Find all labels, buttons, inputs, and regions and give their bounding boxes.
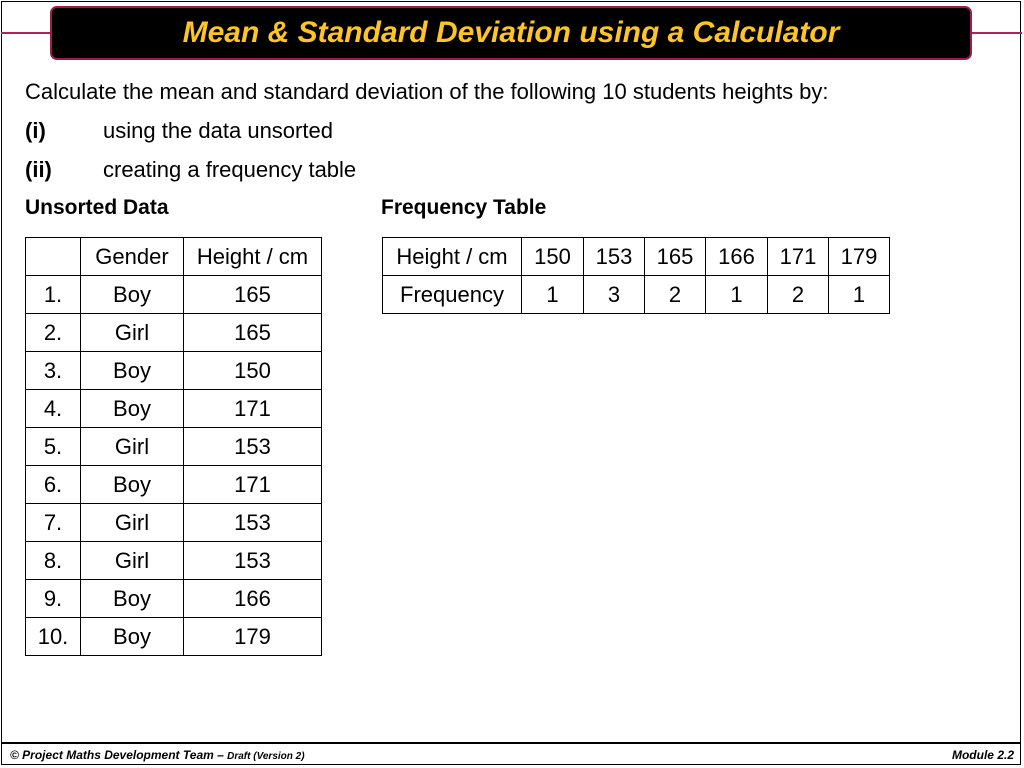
table-cell: 166 xyxy=(184,580,322,618)
frequency-table xyxy=(382,237,890,314)
title-accent-line-right xyxy=(972,32,1022,34)
table-cell: Boy xyxy=(81,276,184,314)
table-cell: 7. xyxy=(26,504,81,542)
table-cell: 4. xyxy=(26,390,81,428)
table-row xyxy=(26,580,322,618)
table-cell: 9. xyxy=(26,580,81,618)
table-cell: 179 xyxy=(184,618,322,656)
table-cell: 3. xyxy=(26,352,81,390)
frequency-table-label: Frequency Table xyxy=(381,196,547,219)
table-row xyxy=(26,352,322,390)
table-cell: 166 xyxy=(706,238,768,276)
table-cell: 2. xyxy=(26,314,81,352)
item-i xyxy=(25,118,333,144)
table-cell: Boy xyxy=(81,618,184,656)
table-cell: 153 xyxy=(584,238,645,276)
table-row xyxy=(26,314,322,352)
table-cell: Height / cm xyxy=(184,238,322,276)
footer-rule xyxy=(1,742,1021,744)
table-cell: 8. xyxy=(26,542,81,580)
table-cell: 165 xyxy=(645,238,706,276)
table-cell: 150 xyxy=(184,352,322,390)
page-title: Mean & Standard Deviation using a Calculator xyxy=(182,16,840,49)
table-cell: 1 xyxy=(522,276,584,314)
table-cell: 6. xyxy=(26,466,81,504)
item-text: using the data unsorted xyxy=(103,118,333,143)
table-cell: 1 xyxy=(706,276,768,314)
table-cell: Girl xyxy=(81,314,184,352)
table-row xyxy=(383,276,890,314)
table-row xyxy=(26,466,322,504)
table-cell: 2 xyxy=(768,276,829,314)
table-row xyxy=(26,428,322,466)
table-cell: 3 xyxy=(584,276,645,314)
table-cell: Boy xyxy=(81,352,184,390)
table-cell: Frequency xyxy=(383,276,522,314)
unsorted-data-table xyxy=(25,237,322,656)
table-cell: 2 xyxy=(645,276,706,314)
table-cell: 150 xyxy=(522,238,584,276)
table-row xyxy=(26,276,322,314)
footer-credit xyxy=(10,748,305,762)
unsorted-data-label: Unsorted Data xyxy=(25,196,169,219)
table-row xyxy=(383,238,890,276)
table-cell: 171 xyxy=(768,238,829,276)
footer-module: Module 2.2 xyxy=(951,748,1014,762)
table-cell: 165 xyxy=(184,276,322,314)
table-cell: 179 xyxy=(829,238,890,276)
title-accent-line-left xyxy=(1,32,51,34)
table-header-row xyxy=(26,238,322,276)
table-cell: Height / cm xyxy=(383,238,522,276)
table-cell: Gender xyxy=(81,238,184,276)
table-cell: 153 xyxy=(184,542,322,580)
table-cell: Girl xyxy=(81,542,184,580)
table-cell: 153 xyxy=(184,504,322,542)
item-ii xyxy=(25,157,356,183)
table-cell: 10. xyxy=(26,618,81,656)
table-row xyxy=(26,504,322,542)
table-cell: 165 xyxy=(184,314,322,352)
title-bar xyxy=(50,6,972,60)
item-marker: (ii) xyxy=(25,157,52,182)
table-cell xyxy=(26,238,81,276)
table-cell: 1 xyxy=(829,276,890,314)
table-cell: Boy xyxy=(81,390,184,428)
table-cell: 171 xyxy=(184,466,322,504)
intro-text: Calculate the mean and standard deviation of the following 10 students heights by: xyxy=(25,79,829,104)
footer-credit-main: © Project Maths Development Team – xyxy=(10,748,228,762)
item-marker: (i) xyxy=(25,118,46,143)
table-cell: 153 xyxy=(184,428,322,466)
table-cell: 171 xyxy=(184,390,322,428)
table-cell: 1. xyxy=(26,276,81,314)
table-cell: 5. xyxy=(26,428,81,466)
table-row xyxy=(26,542,322,580)
table-row xyxy=(26,618,322,656)
table-row xyxy=(26,390,322,428)
footer-draft-note: Draft (Version 2) xyxy=(227,751,305,762)
table-cell: Girl xyxy=(81,428,184,466)
table-cell: Boy xyxy=(81,466,184,504)
table-cell: Girl xyxy=(81,504,184,542)
item-text: creating a frequency table xyxy=(103,157,357,182)
table-cell: Boy xyxy=(81,580,184,618)
